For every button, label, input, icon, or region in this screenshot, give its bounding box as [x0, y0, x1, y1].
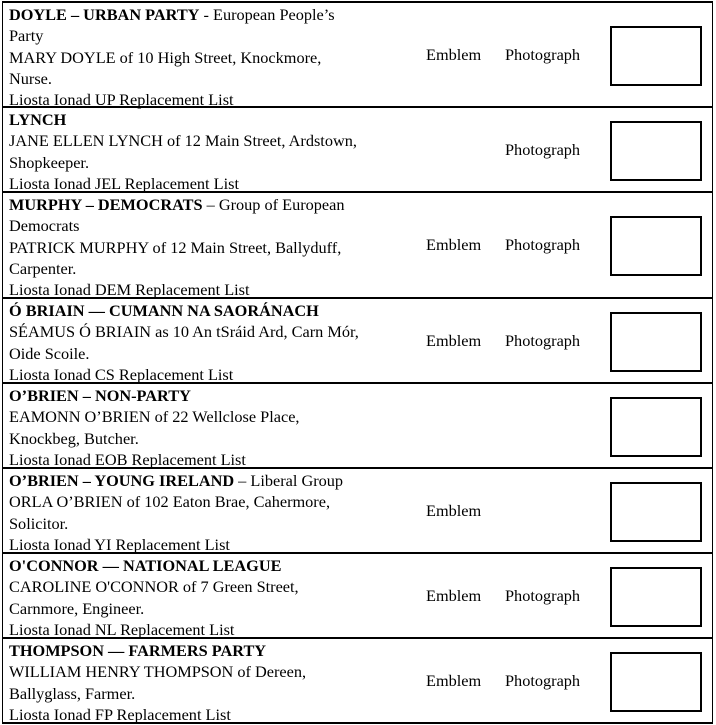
- party-name: THOMPSON — FARMERS PARTY: [9, 641, 267, 660]
- candidate-detail-line: JANE ELLEN LYNCH of 12 Main Street, Ardstown,: [9, 131, 357, 151]
- vote-mark-box[interactable]: [610, 652, 702, 712]
- candidate-detail-line: Liosta Ionad DEM Replacement List: [9, 280, 250, 300]
- candidate-detail-line: ORLA O’BRIEN of 102 Eaton Brae, Cahermore,: [9, 492, 331, 512]
- candidate-detail-line: Carnmore, Engineer.: [9, 598, 145, 618]
- candidate-details: [9, 640, 419, 725]
- photograph-placeholder: Photograph: [505, 585, 581, 605]
- candidate-detail-line: PATRICK MURPHY of 12 Main Street, Ballyduff,: [9, 237, 342, 257]
- candidate-detail-line: Liosta Ionad NL Replacement List: [9, 619, 235, 639]
- political-group: - European People’s: [199, 5, 335, 24]
- emblem-placeholder: Emblem: [426, 500, 482, 520]
- candidate-detail-line: CAROLINE O'CONNOR of 7 Green Street,: [9, 577, 299, 597]
- candidate-details: [9, 109, 419, 194]
- vote-mark-box[interactable]: [610, 567, 702, 627]
- emblem-placeholder: Emblem: [426, 44, 482, 64]
- party-name: MURPHY – DEMOCRATS: [9, 195, 203, 214]
- party-heading-line: [9, 470, 419, 491]
- party-name: DOYLE – URBAN PARTY: [9, 5, 200, 24]
- candidate-detail-line: Liosta Ionad UP Replacement List: [9, 90, 234, 110]
- candidate-row: [3, 299, 712, 384]
- candidate-detail-line: Nurse.: [9, 68, 52, 88]
- emblem-placeholder: Emblem: [426, 585, 482, 605]
- candidate-detail-line: SÉAMUS Ó BRIAIN as 10 An tSráid Ard, Carn Mór,: [9, 322, 359, 342]
- candidate-details: [9, 470, 419, 555]
- party-heading-line: [9, 385, 419, 406]
- photograph-placeholder: Photograph: [505, 44, 581, 64]
- candidate-row: [3, 384, 712, 469]
- party-heading-line: [9, 109, 419, 130]
- candidate-detail-line: Ballyglass, Farmer.: [9, 683, 136, 703]
- candidate-row: [3, 193, 712, 299]
- vote-mark-box[interactable]: [610, 216, 702, 276]
- emblem-placeholder: Emblem: [426, 235, 482, 254]
- candidate-detail-line: Party: [9, 26, 44, 46]
- candidate-row: [3, 639, 712, 724]
- photograph-placeholder: Photograph: [505, 139, 581, 159]
- candidate-details: [9, 194, 419, 300]
- candidate-detail-line: Liosta Ionad FP Replacement List: [9, 704, 231, 724]
- vote-mark-box[interactable]: [610, 121, 702, 181]
- party-heading-line: [9, 640, 419, 661]
- candidate-detail-line: Democrats: [9, 216, 80, 236]
- vote-mark-box[interactable]: [610, 482, 702, 542]
- candidate-details: [9, 300, 419, 385]
- candidate-detail-line: Liosta Ionad CS Replacement List: [9, 364, 234, 384]
- candidate-detail-line: Liosta Ionad EOB Replacement List: [9, 449, 246, 469]
- party-heading-line: [9, 300, 419, 321]
- party-name: LYNCH: [9, 110, 67, 129]
- ballot-paper: [2, 1, 713, 724]
- candidate-detail-line: Shopkeeper.: [9, 152, 90, 172]
- candidate-detail-line: Knockbeg, Butcher.: [9, 428, 139, 448]
- party-heading-line: [9, 194, 419, 215]
- political-group: – Group of European: [202, 195, 345, 214]
- candidate-details: [9, 555, 419, 640]
- party-heading-line: [9, 4, 419, 25]
- candidate-detail-line: WILLIAM HENRY THOMPSON of Dereen,: [9, 662, 307, 682]
- party-name: O'CONNOR — NATIONAL LEAGUE: [9, 556, 282, 575]
- candidate-row: [3, 3, 712, 108]
- photograph-placeholder: Photograph: [505, 330, 581, 350]
- vote-mark-box[interactable]: [610, 312, 702, 372]
- party-heading-line: [9, 555, 419, 576]
- political-group: – Liberal Group: [234, 471, 344, 490]
- candidate-row: [3, 554, 712, 639]
- candidate-detail-line: MARY DOYLE of 10 High Street, Knockmore,: [9, 47, 322, 67]
- party-name: O’BRIEN – YOUNG IRELAND: [9, 471, 235, 490]
- party-name: O’BRIEN – NON-PARTY: [9, 386, 191, 405]
- party-name: Ó BRIAIN — CUMANN NA SAORÁNACH: [9, 301, 319, 320]
- candidate-row: [3, 108, 712, 193]
- candidate-row: [3, 469, 712, 554]
- candidate-detail-line: Liosta Ionad YI Replacement List: [9, 534, 230, 554]
- photograph-placeholder: Photograph: [505, 670, 581, 690]
- emblem-placeholder: Emblem: [426, 670, 482, 690]
- vote-mark-box[interactable]: [610, 397, 702, 457]
- photograph-placeholder: Photograph: [505, 235, 581, 254]
- candidate-detail-line: EAMONN O’BRIEN of 22 Wellclose Place,: [9, 407, 300, 427]
- candidate-detail-line: Solicitor.: [9, 513, 69, 533]
- candidate-detail-line: Carpenter.: [9, 258, 77, 278]
- candidate-detail-line: Oide Scoile.: [9, 343, 90, 363]
- candidate-details: [9, 385, 419, 470]
- vote-mark-box[interactable]: [610, 26, 702, 86]
- candidate-details: [9, 4, 419, 110]
- candidate-detail-line: Liosta Ionad JEL Replacement List: [9, 173, 239, 193]
- emblem-placeholder: Emblem: [426, 330, 482, 350]
